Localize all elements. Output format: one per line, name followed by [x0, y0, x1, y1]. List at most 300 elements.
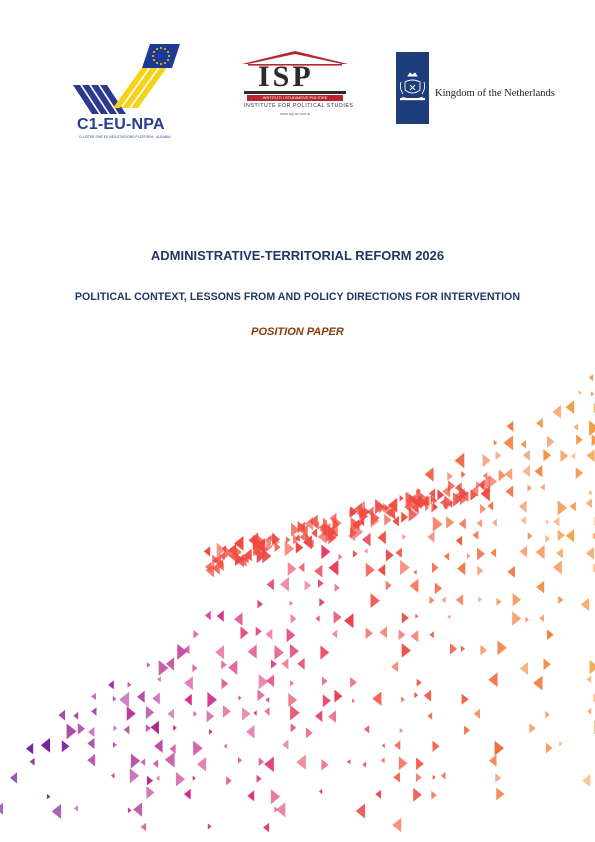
- pattern-triangle: [529, 723, 535, 733]
- pattern-triangle: [193, 776, 196, 781]
- pattern-triangle: [592, 434, 595, 446]
- pattern-triangle: [410, 579, 419, 593]
- pattern-triangle: [152, 693, 160, 705]
- isp-native-name: INSTITUTI I STUDIMEVE POLITIKE: [247, 95, 343, 101]
- pattern-triangle: [474, 709, 480, 719]
- pattern-triangle: [455, 453, 465, 469]
- pattern-triangle: [321, 759, 328, 771]
- pattern-triangle: [157, 676, 161, 682]
- pattern-triangle: [371, 593, 380, 608]
- pattern-triangle: [154, 739, 163, 753]
- pattern-triangle: [536, 581, 544, 594]
- pattern-triangle: [147, 776, 153, 786]
- pattern-triangle: [26, 743, 33, 754]
- pattern-triangle: [380, 626, 388, 638]
- pattern-triangle: [286, 536, 291, 544]
- netherlands-coat-of-arms-icon: [396, 52, 429, 124]
- pattern-triangle: [459, 518, 466, 529]
- pattern-triangle: [156, 775, 160, 781]
- pattern-triangle: [271, 659, 277, 668]
- pattern-triangle: [224, 744, 227, 749]
- pattern-triangle: [372, 692, 381, 706]
- pattern-triangle: [288, 562, 297, 576]
- pattern-triangle: [197, 757, 206, 772]
- pattern-triangle: [248, 644, 257, 658]
- pattern-triangle: [386, 549, 394, 562]
- pattern-triangle: [483, 472, 488, 479]
- pattern-triangle: [222, 678, 229, 689]
- pattern-triangle: [256, 627, 262, 637]
- pattern-triangle: [176, 772, 185, 787]
- pattern-triangle: [392, 818, 401, 833]
- pattern-triangle: [504, 435, 514, 450]
- pattern-triangle: [399, 756, 408, 770]
- triangle-pattern-graphic: [0, 330, 595, 842]
- pattern-triangle: [350, 677, 357, 688]
- pattern-triangle: [536, 418, 543, 429]
- pattern-triangle: [146, 786, 154, 799]
- pattern-triangle: [228, 660, 237, 675]
- pattern-triangle: [490, 548, 496, 557]
- pattern-triangle: [62, 740, 70, 752]
- pattern-triangle: [547, 436, 555, 448]
- pattern-triangle: [414, 692, 418, 698]
- pattern-triangle: [415, 614, 418, 619]
- pattern-triangle: [494, 440, 498, 446]
- pattern-triangle: [512, 611, 521, 626]
- pattern-triangle: [401, 696, 405, 702]
- pattern-triangle: [30, 758, 35, 766]
- pattern-triangle: [433, 775, 436, 780]
- pattern-triangle: [446, 516, 454, 529]
- pattern-triangle: [253, 710, 256, 716]
- pattern-triangle: [280, 577, 289, 592]
- pattern-triangle: [375, 790, 381, 799]
- pattern-triangle: [413, 788, 422, 802]
- pattern-triangle: [506, 485, 514, 497]
- pattern-triangle: [184, 676, 193, 690]
- pattern-triangle: [498, 640, 507, 655]
- pattern-triangle: [546, 519, 549, 524]
- pattern-triangle: [381, 757, 385, 763]
- pattern-triangle: [141, 823, 147, 832]
- pattern-triangle: [588, 490, 591, 495]
- pattern-triangle: [488, 501, 494, 510]
- pattern-triangle: [108, 680, 114, 689]
- pattern-triangle: [433, 741, 440, 752]
- pattern-triangle: [153, 759, 158, 768]
- pattern-triangle: [574, 424, 579, 431]
- pattern-triangle: [257, 600, 263, 609]
- pattern-triangle: [146, 706, 154, 719]
- pattern-triangle: [328, 710, 336, 723]
- pattern-triangle: [395, 548, 402, 558]
- pattern-triangle: [519, 500, 527, 512]
- pattern-triangle: [431, 791, 437, 800]
- pattern-triangle: [177, 644, 187, 660]
- pattern-triangle: [536, 545, 545, 559]
- pattern-triangle: [558, 500, 567, 515]
- pattern-triangle: [552, 405, 561, 419]
- pattern-triangle: [411, 630, 419, 642]
- pattern-triangle: [257, 689, 265, 701]
- pattern-triangle: [297, 658, 305, 670]
- pattern-triangle: [319, 598, 324, 607]
- pattern-triangle: [282, 658, 289, 669]
- pattern-triangle: [499, 470, 506, 482]
- pattern-triangle: [323, 694, 331, 707]
- pattern-triangle: [556, 548, 563, 558]
- netherlands-logo: [396, 52, 566, 124]
- pattern-triangle: [287, 628, 296, 642]
- pattern-triangle: [362, 762, 366, 768]
- pattern-triangle: [560, 450, 568, 463]
- pattern-triangle: [581, 598, 590, 612]
- pattern-triangle: [147, 662, 151, 668]
- pattern-triangle: [146, 724, 151, 732]
- pattern-triangle: [448, 480, 455, 492]
- pattern-triangle: [545, 711, 550, 718]
- pattern-triangle: [87, 754, 95, 767]
- document-subtitle: POLITICAL CONTEXT, LESSONS FROM AND POLICY DIRECTIONS FOR INTERVENTION: [74, 291, 521, 303]
- pattern-triangle: [566, 529, 574, 542]
- pattern-triangle: [401, 512, 408, 523]
- pattern-triangle: [131, 753, 140, 768]
- pattern-triangle: [319, 789, 322, 794]
- pattern-triangle: [111, 773, 115, 779]
- pattern-triangle: [124, 725, 130, 734]
- pattern-triangle: [425, 467, 434, 481]
- pattern-triangle: [335, 584, 340, 592]
- pattern-triangle: [353, 550, 358, 558]
- pattern-triangle: [113, 696, 117, 702]
- pattern-triangle: [586, 547, 594, 560]
- pattern-triangle: [87, 738, 94, 749]
- pattern-triangle: [88, 727, 94, 737]
- pattern-triangle: [257, 775, 262, 783]
- pattern-triangle: [91, 693, 96, 701]
- pattern-triangle: [238, 757, 242, 764]
- pattern-triangle: [539, 614, 544, 622]
- pattern-triangle: [535, 465, 543, 477]
- pattern-triangle: [352, 698, 355, 703]
- pattern-triangle: [461, 471, 465, 478]
- pattern-triangle: [450, 643, 457, 655]
- pattern-triangle: [523, 465, 531, 477]
- isp-logo: [238, 50, 352, 130]
- pattern-triangle: [141, 758, 146, 766]
- pattern-triangle: [264, 707, 269, 716]
- pattern-triangle: [223, 705, 231, 718]
- c1-eu-npa-logo: [68, 42, 193, 142]
- pattern-triangle: [430, 631, 434, 638]
- pattern-triangle: [507, 421, 514, 432]
- pattern-triangle: [525, 617, 529, 623]
- pattern-triangle: [576, 435, 583, 446]
- pattern-triangle: [207, 710, 215, 722]
- pattern-triangle: [311, 528, 317, 538]
- pattern-triangle: [483, 454, 491, 467]
- pattern-triangle: [10, 772, 17, 783]
- pattern-triangle: [521, 440, 526, 449]
- pattern-triangle: [234, 612, 243, 626]
- pattern-triangle: [566, 400, 575, 414]
- pattern-triangle: [266, 674, 274, 687]
- pattern-triangle: [378, 531, 386, 544]
- pattern-triangle: [329, 560, 339, 576]
- pattern-triangle: [274, 645, 283, 660]
- pattern-triangle: [447, 472, 453, 481]
- pattern-triangle: [184, 694, 191, 706]
- pattern-triangle: [480, 504, 486, 514]
- pattern-triangle: [217, 610, 224, 621]
- pattern-triangle: [314, 565, 322, 578]
- pattern-triangle: [488, 672, 497, 687]
- pattern-triangle: [447, 614, 450, 619]
- c1-emblem-icon: [68, 42, 193, 117]
- pattern-triangle: [587, 708, 591, 715]
- pattern-triangle: [586, 498, 592, 508]
- pattern-triangle: [545, 535, 550, 543]
- pattern-triangle: [400, 728, 403, 733]
- pattern-triangle: [378, 564, 386, 576]
- pattern-triangle: [382, 743, 385, 748]
- pattern-triangle: [476, 481, 481, 489]
- pattern-triangle: [347, 759, 350, 764]
- pattern-triangle: [263, 823, 269, 833]
- pattern-triangle: [264, 757, 274, 773]
- pattern-triangle: [300, 533, 305, 542]
- pattern-triangle: [290, 705, 300, 720]
- pattern-triangle: [242, 707, 250, 721]
- pattern-triangle: [477, 548, 485, 561]
- pattern-triangle: [113, 725, 117, 731]
- pattern-triangle: [589, 420, 595, 436]
- pattern-triangle: [586, 675, 591, 683]
- pattern-triangle: [170, 744, 176, 754]
- pattern-triangle: [394, 740, 400, 750]
- pattern-triangle: [497, 598, 502, 606]
- pattern-triangle: [265, 629, 272, 640]
- pattern-triangle: [128, 682, 132, 688]
- pattern-triangle: [246, 725, 255, 739]
- pattern-triangle: [291, 614, 297, 624]
- pattern-triangle: [455, 484, 460, 492]
- pattern-triangle: [128, 807, 132, 813]
- pattern-triangle: [391, 661, 398, 672]
- pattern-triangle: [47, 794, 51, 800]
- pattern-triangle: [547, 629, 554, 640]
- pattern-triangle: [478, 597, 482, 603]
- pattern-triangle: [456, 594, 463, 606]
- pattern-triangle: [416, 773, 422, 782]
- pattern-triangle: [402, 612, 409, 623]
- pattern-triangle: [495, 741, 504, 756]
- pattern-triangle: [591, 391, 594, 396]
- pattern-triangle: [165, 752, 175, 768]
- pattern-triangle: [467, 553, 471, 559]
- pattern-triangle: [193, 711, 197, 717]
- pattern-triangle: [433, 516, 443, 532]
- pattern-triangle: [316, 615, 320, 622]
- pattern-triangle: [492, 519, 497, 527]
- pattern-triangle: [496, 788, 504, 801]
- pattern-triangle: [133, 802, 142, 816]
- pattern-triangle: [413, 570, 416, 575]
- pattern-triangle: [589, 374, 593, 381]
- pattern-triangle: [440, 498, 446, 508]
- pattern-triangle: [362, 533, 371, 547]
- pattern-triangle: [590, 660, 595, 674]
- pattern-triangle: [130, 768, 139, 783]
- pattern-triangle: [424, 690, 431, 702]
- pattern-triangle: [489, 755, 497, 767]
- pattern-triangle: [215, 645, 224, 659]
- pattern-triangle: [558, 530, 565, 541]
- pattern-triangle: [113, 742, 117, 748]
- pattern-triangle: [41, 738, 50, 753]
- pattern-triangle: [570, 502, 576, 512]
- pattern-triangle: [159, 660, 169, 676]
- pattern-triangle: [321, 545, 330, 560]
- pattern-triangle: [192, 664, 197, 672]
- pattern-triangle: [527, 484, 532, 491]
- pattern-triangle: [151, 721, 159, 735]
- pattern-triangle: [290, 680, 294, 686]
- pattern-triangle: [0, 803, 3, 815]
- pattern-triangle: [344, 613, 353, 628]
- pattern-triangle: [52, 804, 61, 819]
- pattern-triangle: [364, 725, 369, 733]
- pattern-triangle: [221, 660, 227, 669]
- pattern-triangle: [432, 562, 439, 573]
- isp-english-name: INSTITUTE FOR POLITICAL STUDIES: [244, 103, 354, 109]
- pattern-triangle: [402, 534, 406, 540]
- pattern-triangle: [540, 484, 545, 491]
- pattern-triangle: [427, 531, 434, 542]
- pattern-triangle: [417, 679, 422, 687]
- pattern-triangle: [334, 690, 342, 703]
- pattern-triangle: [364, 548, 368, 554]
- pattern-triangle: [58, 710, 65, 721]
- pattern-triangle: [318, 579, 324, 588]
- pattern-triangle: [338, 554, 342, 561]
- pattern-triangle: [267, 579, 274, 591]
- pattern-triangle: [507, 566, 515, 578]
- pattern-triangle: [241, 626, 249, 639]
- pattern-triangle: [559, 741, 563, 747]
- pattern-triangle: [322, 677, 328, 686]
- pattern-triangle: [366, 627, 373, 639]
- pattern-triangle: [576, 467, 583, 479]
- pattern-triangle: [238, 695, 241, 700]
- pattern-triangle: [543, 449, 551, 461]
- pattern-triangle: [193, 630, 198, 639]
- pattern-triangle: [441, 772, 446, 780]
- pattern-triangle: [582, 774, 590, 787]
- pattern-triangle: [276, 802, 285, 817]
- pattern-triangle: [587, 449, 595, 462]
- pattern-triangle: [520, 662, 528, 675]
- pattern-triangle: [393, 772, 400, 782]
- pattern-triangle: [119, 692, 129, 708]
- netherlands-logo-text: Kingdom of the Netherlands: [435, 88, 555, 99]
- pattern-triangle: [67, 724, 77, 740]
- pattern-triangle: [208, 823, 212, 829]
- pattern-triangle: [456, 536, 462, 546]
- pattern-triangle: [306, 728, 313, 739]
- pattern-triangle: [298, 563, 304, 573]
- pattern-triangle: [533, 676, 542, 691]
- pattern-triangle: [320, 645, 329, 659]
- pattern-triangle: [173, 725, 177, 731]
- pattern-triangle: [334, 611, 342, 624]
- isp-logo-letters: ISP: [258, 60, 314, 93]
- pattern-triangle: [305, 580, 312, 590]
- pattern-triangle: [91, 707, 96, 716]
- pattern-triangle: [205, 611, 211, 621]
- pattern-triangle: [402, 643, 411, 658]
- pattern-triangle: [441, 597, 445, 604]
- document-title: ADMINISTRATIVE-TERRITORIAL REFORM 2026: [150, 248, 445, 263]
- pattern-triangle: [168, 709, 174, 719]
- pattern-triangle: [366, 563, 375, 577]
- pattern-triangle: [271, 789, 280, 804]
- pattern-triangle: [520, 546, 527, 558]
- pattern-triangle: [553, 560, 562, 574]
- pattern-triangle: [544, 658, 551, 670]
- pattern-triangle: [558, 596, 563, 604]
- pattern-triangle: [461, 646, 465, 652]
- pattern-triangle: [259, 674, 269, 689]
- pattern-triangle: [553, 517, 559, 527]
- pattern-triangle: [266, 697, 270, 703]
- pattern-triangle: [74, 805, 78, 811]
- pattern-triangle: [496, 451, 502, 460]
- pattern-triangle: [288, 693, 297, 707]
- pattern-triangle: [495, 773, 501, 782]
- pattern-triangle: [435, 583, 442, 595]
- pattern-triangle: [477, 566, 483, 576]
- isp-website: www.isp-al.com.al: [279, 112, 311, 116]
- pattern-triangle: [296, 542, 304, 554]
- pattern-triangle: [296, 755, 306, 770]
- pattern-triangle: [247, 790, 254, 801]
- pattern-triangle: [184, 789, 191, 800]
- pattern-triangle: [259, 757, 264, 766]
- pattern-triangle: [78, 723, 85, 735]
- pattern-triangle: [356, 804, 366, 819]
- pattern-triangle: [462, 694, 469, 705]
- pattern-triangle: [546, 743, 553, 754]
- c1-logo-subtitle: CLUSTER ONE EU NEGOTIATIONS PLATFORM - ALBANIA: [79, 135, 171, 139]
- pattern-triangle: [505, 468, 513, 480]
- pattern-triangle: [528, 532, 533, 539]
- netherlands-emblem-box: [396, 52, 429, 124]
- pattern-triangle: [416, 758, 424, 771]
- pattern-triangle: [477, 519, 482, 528]
- pattern-triangle: [399, 629, 406, 640]
- pattern-triangle: [386, 581, 392, 591]
- pattern-triangle: [73, 712, 78, 720]
- pattern-triangle: [571, 453, 576, 460]
- pattern-triangle: [207, 692, 217, 708]
- pattern-triangle: [285, 541, 295, 556]
- pattern-triangle: [457, 562, 465, 575]
- pattern-triangle: [291, 723, 297, 732]
- pattern-triangle: [127, 706, 136, 721]
- document-type: POSITION PAPER: [251, 326, 344, 338]
